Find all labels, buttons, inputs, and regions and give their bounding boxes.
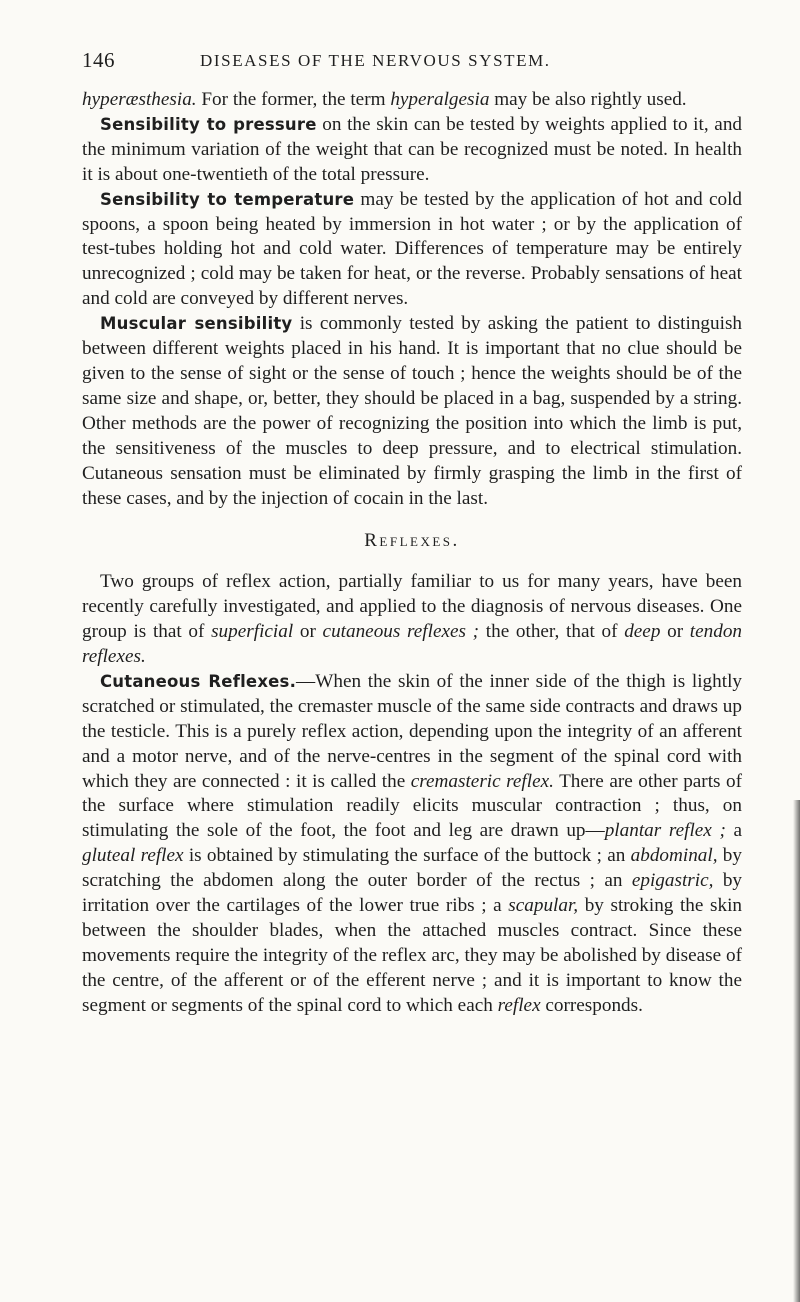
page-number: 146 xyxy=(82,48,115,72)
text-run: a xyxy=(725,820,742,842)
italic-term: deep xyxy=(624,621,661,643)
section-heading: Reflexes. xyxy=(364,530,460,552)
italic-term: cremasteric reflex. xyxy=(410,770,554,792)
paragraph-reflex-groups xyxy=(82,570,742,670)
text-run: There are other parts of the surface where stimulation readily elicits muscular contraction ; thus, on stimulating the sole of the foot, the foot and leg are drawn up— xyxy=(82,770,742,842)
italic-term: plantar reflex ; xyxy=(604,820,726,842)
italic-term: gluteal reflex xyxy=(82,845,184,867)
text-run: by stroking the skin between the shoulder blades, when the attached muscles contract. Since these movements require the integrity of the reflex arc, they may be abolished by disease of the centre, of the afferent or of the efferent nerve ; and it is important to know the segment or segments of the spinal cord to which each xyxy=(82,895,742,1016)
running-head: DISEASES OF THE NERVOUS SYSTEM. xyxy=(200,51,551,70)
text-run: —When the skin of the inner side of the thigh is lightly scratched or stimulated, the cremaster muscle of the same side contracts and draws up the testicle. This is a purely reflex action, depending upon the integrity of an afferent and a motor nerve, and of the nerve-centres in the segment of the spinal cord with which they are connected : it is called the xyxy=(82,670,742,792)
italic-term: abdominal, xyxy=(630,845,718,867)
paragraph-temperature xyxy=(82,188,742,313)
bold-term: Muscular sensibility xyxy=(100,314,293,334)
italic-term: hyperæsthesia. xyxy=(82,89,197,110)
bold-term: Sensibility to pressure xyxy=(100,114,317,134)
bold-term: Cutaneous Reflexes. xyxy=(100,671,297,691)
text-run: corresponds. xyxy=(540,994,643,1016)
bold-term: Sensibility to temperature xyxy=(100,189,355,209)
page-edge-shadow xyxy=(793,800,800,1302)
body-text xyxy=(82,88,742,1019)
text-run: is obtained by stimulating the surface of the buttock ; an xyxy=(183,845,631,867)
paragraph-hyperaesthesia xyxy=(82,88,742,113)
italic-term: hyperalgesia xyxy=(390,89,490,110)
page-header xyxy=(82,48,742,78)
text-run: may be also rightly used. xyxy=(489,89,687,110)
paragraph-muscular xyxy=(82,312,742,511)
text-run: by irritation over the cartilages of the lower true ribs ; a xyxy=(82,870,743,917)
text-run: For the former, the term xyxy=(196,89,391,110)
text-run: or xyxy=(293,621,323,643)
italic-term: epigastric, xyxy=(631,870,714,892)
text-run: is commonly tested by asking the patient to distinguish between different weights placed in his hand. It is important that no clue should be given to the sense of sight or the sense of touch ; hence the weights should be of the same size and shape, or, better, they should be placed in a bag, suspended by a string. Other methods are the power of recognizing the position into which the limb is put, the sensitiveness of the muscles to deep pressure, and to electrical stimulation. Cutaneous sensation must be eliminated by firmly grasping the limb in the first of these cases, and by the injection of cocain in the last. xyxy=(82,313,742,509)
italic-term: superficial xyxy=(211,621,294,643)
paragraph-cutaneous-reflexes xyxy=(82,670,742,1019)
text-run: or xyxy=(660,621,690,643)
italic-term: reflex xyxy=(497,994,541,1016)
text-run: may be tested by the application of hot and cold spoons, a spoon being heated by immersion in hot water ; or by the application of test-tubes holding hot and cold water. Differences of temperature may be entirely unrecognized ; cold may be taken for heat, or the reverse. Probably sensations of heat and cold are conveyed by different nerves. xyxy=(82,188,742,310)
text-run: by scratching the abdomen along the outer border of the rectus ; an xyxy=(82,845,742,892)
text-run: Two groups of reflex action, partially familiar to us for many years, have been recently carefully investigated, and applied to the diagnosis of nervous diseases. One group is that of xyxy=(82,571,742,643)
paragraph-pressure xyxy=(82,113,742,188)
italic-term: tendon reflexes. xyxy=(82,621,743,668)
italic-term: cutaneous reflexes ; xyxy=(322,621,480,643)
italic-term: scapular, xyxy=(508,895,579,917)
text-run: on the skin can be tested by weights applied to it, and the minimum variation of the weight that can be recognized must be noted. In health it is about one-twentieth of the total pressure. xyxy=(82,113,743,185)
text-run: the other, that of xyxy=(479,621,625,643)
